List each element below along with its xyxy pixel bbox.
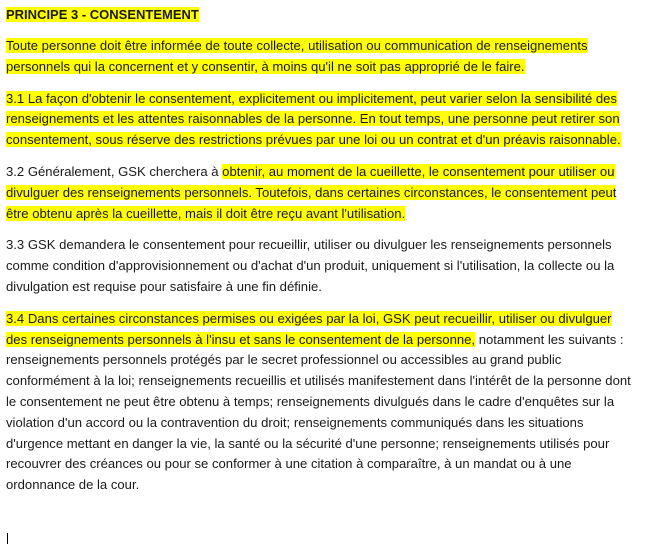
paragraph-3-4-plain-text: notamment les suivants : renseignements personnels protégés par le secret professionnel ou accessibles au grand public conformément à la loi; renseignements recueillis et utilisés manifestement dans l'intérêt de la personne dont le consentement ne peut être obtenu à temps; renseignements divulgués dans le cadre d'enquêtes sur la violation d'un accord ou la contravention du droit; renseignements communiqués dans les situations d'urgence mettant en danger la vie, la santé ou la sécurité d'une personne; renseignements utilisés pour recouvrer des créances ou pour se conformer à une citation à comparaître, à un mandat ou à une ordonnance de la cour.	[6, 331, 631, 493]
document-body[interactable]	[6, 6, 636, 507]
section-title-text: PRINCIPE 3 - CONSENTEMENT	[6, 7, 199, 22]
section-title	[6, 6, 636, 23]
paragraph-intro-text: Toute personne doit être informée de toute collecte, utilisation ou communication de renseignements personnels qui la concernent et y consentir, à moins qu'il ne soit pas approprié de le faire.	[6, 38, 588, 74]
paragraph-3-4-highlighted-text: 3.4 Dans certaines circonstances permises ou exigées par la loi, GSK peut recueillir, utiliser ou divulguer des renseignements personnels à l'insu et sans le consentement de la personne,	[6, 310, 612, 347]
paragraph-3-4[interactable]	[6, 309, 636, 496]
paragraph-3-1-text: 3.1 La façon d'obtenir le consentement, explicitement ou implicitement, peut varier selon la sensibilité des renseignements et les attentes raisonnables de la personne. En tout temps, une personne peut retirer son consentement, sous réserve des restrictions prévues par une loi ou un contrat et d'un préavis raisonnable.	[6, 90, 621, 148]
paragraph-3-2[interactable]	[6, 162, 636, 224]
paragraph-3-3[interactable]	[6, 235, 636, 297]
paragraph-3-1[interactable]	[6, 89, 636, 151]
paragraph-3-3-text: 3.3 GSK demandera le consentement pour recueillir, utiliser ou divulguer les renseignements personnels comme condition d'approvisionnement ou d'achat d'un produit, uniquement si l'utilisation, la collecte ou la divulgation est requise pour satisfaire à une fin définie.	[6, 237, 615, 294]
paragraph-3-2-plain-text: 3.2 Généralement, GSK cherchera à	[6, 163, 223, 179]
paragraph-3-2-highlighted-text: obtenir, au moment de la cueillette, le consentement pour utiliser ou divulguer des renseignements personnels. Toutefois, dans certaines circonstances, le consentement peut être obtenu après la cueillette, mais il doit être reçu avant l'utilisation.	[6, 163, 617, 221]
text-cursor	[7, 533, 8, 544]
paragraph-intro[interactable]	[6, 36, 636, 78]
